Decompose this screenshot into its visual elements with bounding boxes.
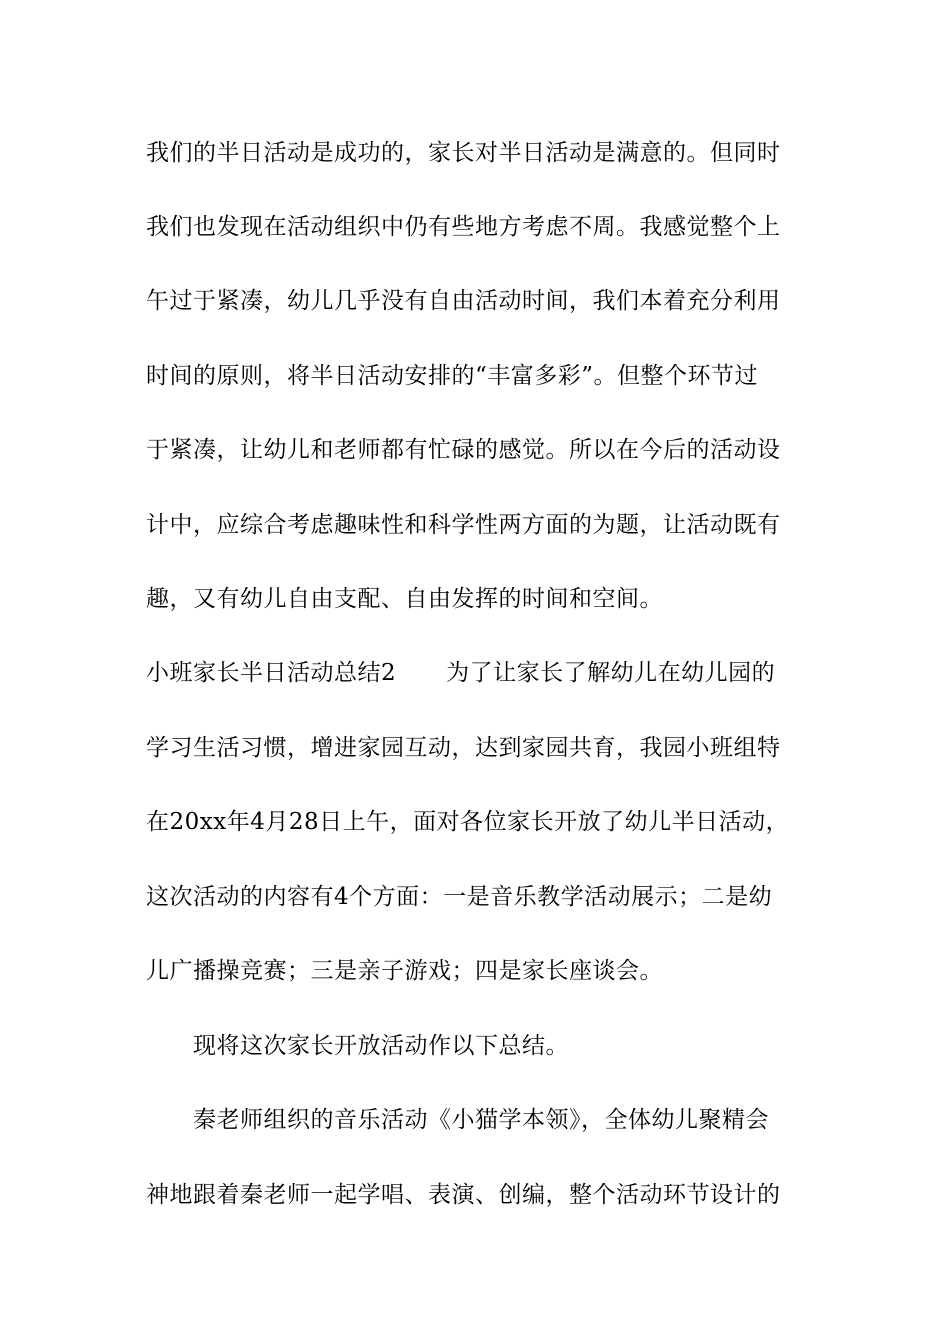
text-line: 这次活动的内容有4个方面：一是音乐教学活动展示；二是幼 [146,884,773,910]
text-line: 计中，应综合考虑趣味性和科学性两方面的为题，让活动既有 [146,512,781,538]
section-heading-line [146,658,826,688]
text-line: 秦老师组织的音乐活动《小猫学本领》，全体幼儿聚精会 [193,1107,769,1133]
text-line: 我们的半日活动是成功的，家长对半日活动是满意的。但同时 [146,140,781,166]
text-line: 于紧凑，让幼儿和老师都有忙碌的感觉。所以在今后的活动设 [146,437,781,463]
text-line: 时间的原则，将半日活动安排的“丰富多彩”。但整个环节过 [146,363,759,389]
text-line: 学习生活习惯，增进家园互动，达到家园共育，我园小班组特 [146,735,781,761]
text-line: 儿广播操竞赛；三是亲子游戏；四是家长座谈会。 [146,958,663,984]
text-line: 午过于紧凑，幼儿几乎没有自由活动时间，我们本着充分利用 [146,288,781,314]
section-title: 小班家长半日活动总结2 [146,660,397,686]
text-line: 在20xx年4月28日上午，面对各位家长开放了幼儿半日活动， [146,809,790,835]
text-line: 为了让家长了解幼儿在幼儿园的 [446,660,776,686]
text-line: 我们也发现在活动组织中仍有些地方考虑不周。我感觉整个上 [146,214,781,240]
text-line: 趣，又有幼儿自由支配、自由发挥的时间和空间。 [146,586,663,612]
text-line: 现将这次家长开放活动作以下总结。 [193,1033,569,1059]
text-line: 神地跟着秦老师一起学唱、表演、创编，整个活动环节设计的 [146,1182,781,1208]
